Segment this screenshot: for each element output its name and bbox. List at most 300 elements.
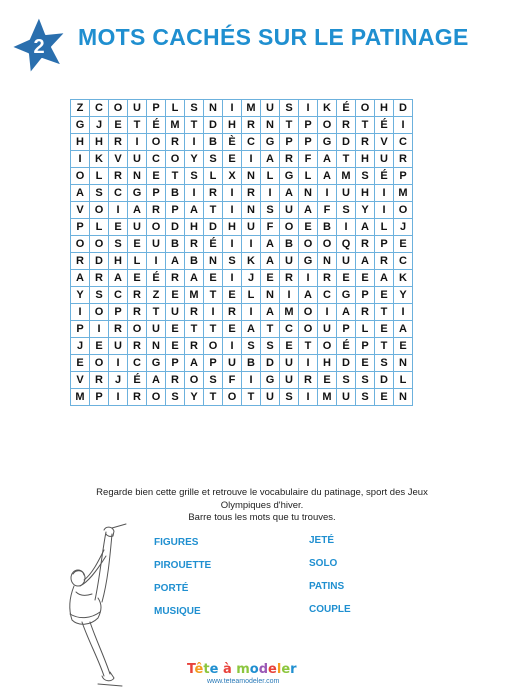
grid-cell: O bbox=[71, 168, 90, 185]
grid-cell: D bbox=[204, 117, 223, 134]
grid-cell: A bbox=[356, 219, 375, 236]
grid-cell: U bbox=[375, 151, 394, 168]
grid-cell: E bbox=[375, 321, 394, 338]
word-figures: FIGURES bbox=[154, 537, 199, 548]
grid-cell: B bbox=[280, 236, 299, 253]
word-patins: PATINS bbox=[309, 581, 345, 592]
brand-logo-text: Tête à modeler bbox=[187, 662, 297, 677]
grid-cell: H bbox=[223, 117, 242, 134]
grid-cell: U bbox=[147, 236, 166, 253]
grid-cell: R bbox=[280, 151, 299, 168]
grid-cell: A bbox=[299, 287, 318, 304]
grid-cell: S bbox=[261, 338, 280, 355]
grid-cell: P bbox=[147, 100, 166, 117]
grid-cell: U bbox=[280, 253, 299, 270]
grid-cell: E bbox=[375, 389, 394, 406]
grid-cell: S bbox=[356, 168, 375, 185]
grid-cell: L bbox=[90, 168, 109, 185]
grid-cell: C bbox=[128, 355, 147, 372]
grid-cell: J bbox=[71, 338, 90, 355]
grid-cell: E bbox=[223, 151, 242, 168]
grid-cell: O bbox=[318, 338, 337, 355]
grid-cell: R bbox=[71, 253, 90, 270]
word-porte: PORTÉ bbox=[154, 583, 189, 594]
grid-cell: E bbox=[394, 338, 413, 355]
grid-cell: I bbox=[185, 185, 204, 202]
grid-cell: R bbox=[204, 185, 223, 202]
grid-cell: É bbox=[147, 270, 166, 287]
grid-cell: U bbox=[337, 253, 356, 270]
grid-cell: G bbox=[299, 253, 318, 270]
grid-cell: R bbox=[166, 270, 185, 287]
grid-cell: A bbox=[242, 321, 261, 338]
grid-row bbox=[71, 202, 413, 219]
grid-cell: R bbox=[109, 168, 128, 185]
grid-cell: J bbox=[90, 117, 109, 134]
grid-cell: R bbox=[109, 134, 128, 151]
grid-cell: T bbox=[299, 338, 318, 355]
grid-cell: O bbox=[394, 202, 413, 219]
grid-cell: T bbox=[147, 304, 166, 321]
grid-cell: C bbox=[242, 134, 261, 151]
grid-cell: L bbox=[166, 100, 185, 117]
grid-row bbox=[71, 372, 413, 389]
grid-cell: I bbox=[242, 151, 261, 168]
grid-row bbox=[71, 117, 413, 134]
grid-cell: I bbox=[109, 355, 128, 372]
grid-cell: A bbox=[318, 168, 337, 185]
grid-cell: R bbox=[166, 134, 185, 151]
grid-cell: I bbox=[223, 100, 242, 117]
grid-cell: C bbox=[109, 287, 128, 304]
grid-cell: D bbox=[204, 219, 223, 236]
instructions-line-2: Barre tous les mots que tu trouves. bbox=[188, 512, 336, 523]
grid-cell: I bbox=[261, 185, 280, 202]
grid-cell: A bbox=[356, 253, 375, 270]
word-solo: SOLO bbox=[309, 558, 338, 569]
grid-cell: I bbox=[299, 270, 318, 287]
grid-cell: R bbox=[90, 270, 109, 287]
grid-cell: M bbox=[185, 287, 204, 304]
grid-cell: U bbox=[337, 185, 356, 202]
grid-cell: R bbox=[128, 389, 147, 406]
grid-cell: S bbox=[337, 372, 356, 389]
grid-cell: T bbox=[375, 304, 394, 321]
grid-cell: L bbox=[242, 287, 261, 304]
grid-cell: V bbox=[375, 134, 394, 151]
grid-cell: S bbox=[109, 236, 128, 253]
grid-cell: A bbox=[109, 270, 128, 287]
grid-cell: S bbox=[280, 389, 299, 406]
grid-cell: E bbox=[204, 270, 223, 287]
grid-cell: L bbox=[90, 219, 109, 236]
grid-cell: A bbox=[71, 185, 90, 202]
grid-cell: R bbox=[185, 304, 204, 321]
grid-cell: G bbox=[71, 117, 90, 134]
grid-cell: T bbox=[166, 168, 185, 185]
grid-cell: C bbox=[147, 151, 166, 168]
grid-cell: A bbox=[147, 372, 166, 389]
grid-cell: S bbox=[356, 372, 375, 389]
grid-cell: E bbox=[71, 355, 90, 372]
grid-cell: O bbox=[109, 100, 128, 117]
grid-row bbox=[71, 338, 413, 355]
grid-cell: U bbox=[242, 219, 261, 236]
grid-cell: N bbox=[261, 287, 280, 304]
grid-cell: I bbox=[223, 270, 242, 287]
grid-cell: L bbox=[261, 168, 280, 185]
grid-cell: A bbox=[261, 304, 280, 321]
word-pirouette: PIROUETTE bbox=[154, 560, 212, 571]
grid-cell: N bbox=[394, 389, 413, 406]
grid-cell: S bbox=[90, 287, 109, 304]
brand-logo[interactable] bbox=[187, 662, 337, 694]
grid-cell: O bbox=[223, 389, 242, 406]
grid-cell: V bbox=[71, 202, 90, 219]
grid-cell: R bbox=[375, 253, 394, 270]
grid-cell: I bbox=[109, 202, 128, 219]
grid-cell: R bbox=[337, 117, 356, 134]
grid-cell: R bbox=[109, 321, 128, 338]
grid-cell: I bbox=[394, 117, 413, 134]
grid-cell: L bbox=[128, 253, 147, 270]
grid-cell: G bbox=[261, 134, 280, 151]
grid-cell: Y bbox=[71, 287, 90, 304]
grid-cell: M bbox=[166, 117, 185, 134]
grid-cell: B bbox=[318, 219, 337, 236]
grid-cell: R bbox=[128, 338, 147, 355]
grid-cell: S bbox=[261, 202, 280, 219]
grid-cell: O bbox=[147, 134, 166, 151]
grid-cell: B bbox=[166, 236, 185, 253]
word-musique: MUSIQUE bbox=[154, 606, 201, 617]
grid-cell: N bbox=[204, 100, 223, 117]
grid-row bbox=[71, 253, 413, 270]
grid-cell: O bbox=[147, 219, 166, 236]
grid-row bbox=[71, 185, 413, 202]
grid-cell: T bbox=[337, 151, 356, 168]
grid-cell: E bbox=[356, 355, 375, 372]
grid-cell: M bbox=[318, 389, 337, 406]
grid-cell: L bbox=[394, 372, 413, 389]
grid-cell: K bbox=[90, 151, 109, 168]
grid-cell: P bbox=[90, 389, 109, 406]
word-search-grid bbox=[70, 99, 413, 406]
grid-cell: B bbox=[166, 185, 185, 202]
grid-cell: C bbox=[90, 100, 109, 117]
grid-row bbox=[71, 134, 413, 151]
grid-cell: N bbox=[128, 168, 147, 185]
grid-cell: I bbox=[375, 185, 394, 202]
grid-cell: U bbox=[128, 100, 147, 117]
grid-cell: E bbox=[280, 338, 299, 355]
grid-cell: A bbox=[185, 355, 204, 372]
grid-cell: P bbox=[337, 321, 356, 338]
grid-cell: I bbox=[147, 253, 166, 270]
grid-cell: I bbox=[71, 151, 90, 168]
grid-cell: R bbox=[223, 304, 242, 321]
grid-cell: C bbox=[280, 321, 299, 338]
grid-cell: R bbox=[356, 236, 375, 253]
grid-cell: U bbox=[128, 151, 147, 168]
grid-cell: P bbox=[356, 338, 375, 355]
grid-cell: M bbox=[242, 100, 261, 117]
grid-cell: Y bbox=[394, 287, 413, 304]
grid-cell: T bbox=[356, 117, 375, 134]
grid-cell: R bbox=[299, 372, 318, 389]
grid-cell: N bbox=[242, 202, 261, 219]
grid-cell: O bbox=[166, 151, 185, 168]
grid-cell: N bbox=[318, 253, 337, 270]
grid-cell: S bbox=[90, 185, 109, 202]
grid-cell: O bbox=[90, 236, 109, 253]
grid-cell: I bbox=[109, 389, 128, 406]
grid-cell: A bbox=[261, 236, 280, 253]
grid-cell: I bbox=[71, 304, 90, 321]
grid-cell: F bbox=[223, 372, 242, 389]
grid-cell: I bbox=[394, 304, 413, 321]
grid-cell: O bbox=[299, 236, 318, 253]
grid-cell: G bbox=[280, 168, 299, 185]
grid-cell: J bbox=[394, 219, 413, 236]
grid-cell: É bbox=[147, 117, 166, 134]
grid-cell: U bbox=[166, 304, 185, 321]
grid-cell: V bbox=[109, 151, 128, 168]
grid-cell: I bbox=[299, 389, 318, 406]
grid-row bbox=[71, 168, 413, 185]
grid-cell: R bbox=[90, 372, 109, 389]
grid-cell: H bbox=[185, 219, 204, 236]
grid-cell: É bbox=[375, 117, 394, 134]
grid-cell: P bbox=[375, 236, 394, 253]
grid-cell: P bbox=[299, 117, 318, 134]
grid-cell: D bbox=[337, 355, 356, 372]
grid-cell: I bbox=[337, 219, 356, 236]
grid-cell: T bbox=[185, 321, 204, 338]
grid-cell: D bbox=[337, 134, 356, 151]
grid-cell: N bbox=[242, 168, 261, 185]
grid-cell: A bbox=[71, 270, 90, 287]
grid-cell: I bbox=[242, 372, 261, 389]
grid-cell: N bbox=[261, 117, 280, 134]
grid-cell: I bbox=[318, 304, 337, 321]
grid-cell: I bbox=[318, 185, 337, 202]
grid-cell: E bbox=[223, 321, 242, 338]
grid-cell: I bbox=[223, 338, 242, 355]
grid-cell: O bbox=[90, 355, 109, 372]
instructions bbox=[70, 487, 454, 525]
grid-cell: X bbox=[223, 168, 242, 185]
grid-cell: M bbox=[280, 304, 299, 321]
grid-cell: T bbox=[128, 117, 147, 134]
grid-cell: L bbox=[375, 219, 394, 236]
grid-cell: R bbox=[185, 338, 204, 355]
grid-cell: T bbox=[375, 338, 394, 355]
grid-cell: S bbox=[375, 355, 394, 372]
grid-cell: A bbox=[337, 304, 356, 321]
grid-cell: F bbox=[299, 151, 318, 168]
grid-cell: J bbox=[242, 270, 261, 287]
grid-cell: R bbox=[147, 202, 166, 219]
grid-cell: T bbox=[204, 321, 223, 338]
grid-cell: A bbox=[166, 253, 185, 270]
grid-cell: A bbox=[185, 270, 204, 287]
grid-cell: T bbox=[261, 321, 280, 338]
word-list-column-1 bbox=[154, 536, 211, 628]
grid-row bbox=[71, 355, 413, 372]
grid-cell: E bbox=[128, 270, 147, 287]
grid-cell: S bbox=[242, 338, 261, 355]
grid-cell: E bbox=[147, 168, 166, 185]
grid-cell: S bbox=[223, 253, 242, 270]
grid-cell: D bbox=[375, 372, 394, 389]
worksheet-number: 2 bbox=[33, 36, 45, 58]
grid-cell: È bbox=[223, 134, 242, 151]
grid-cell: É bbox=[204, 236, 223, 253]
grid-cell: Y bbox=[185, 151, 204, 168]
grid-cell: O bbox=[147, 389, 166, 406]
grid-cell: C bbox=[394, 134, 413, 151]
grid-cell: P bbox=[204, 355, 223, 372]
grid-cell: I bbox=[185, 134, 204, 151]
grid-cell: B bbox=[204, 134, 223, 151]
grid-cell: O bbox=[318, 236, 337, 253]
grid-cell: R bbox=[242, 117, 261, 134]
grid-cell: P bbox=[166, 355, 185, 372]
grid-cell: S bbox=[337, 202, 356, 219]
grid-cell: P bbox=[394, 168, 413, 185]
grid-cell: F bbox=[318, 202, 337, 219]
grid-cell: P bbox=[147, 185, 166, 202]
grid-cell: E bbox=[223, 287, 242, 304]
grid-cell: I bbox=[223, 202, 242, 219]
grid-cell: N bbox=[204, 253, 223, 270]
grid-cell: U bbox=[337, 389, 356, 406]
grid-cell: P bbox=[109, 304, 128, 321]
grid-cell: G bbox=[318, 134, 337, 151]
grid-cell: A bbox=[261, 253, 280, 270]
grid-cell: E bbox=[166, 338, 185, 355]
grid-cell: I bbox=[242, 236, 261, 253]
grid-cell: N bbox=[299, 185, 318, 202]
grid-cell: M bbox=[337, 168, 356, 185]
grid-cell: I bbox=[242, 304, 261, 321]
grid-cell: O bbox=[128, 321, 147, 338]
grid-row bbox=[71, 287, 413, 304]
grid-cell: E bbox=[318, 372, 337, 389]
grid-cell: H bbox=[356, 151, 375, 168]
grid-cell: U bbox=[223, 355, 242, 372]
grid-cell: E bbox=[375, 287, 394, 304]
grid-cell: É bbox=[337, 338, 356, 355]
grid-cell: É bbox=[128, 372, 147, 389]
grid-cell: A bbox=[128, 202, 147, 219]
grid-cell: T bbox=[204, 202, 223, 219]
grid-cell: O bbox=[299, 321, 318, 338]
grid-cell: R bbox=[356, 134, 375, 151]
grid-cell: J bbox=[109, 372, 128, 389]
grid-cell: R bbox=[356, 304, 375, 321]
grid-cell: O bbox=[90, 202, 109, 219]
grid-cell: I bbox=[128, 134, 147, 151]
grid-cell: R bbox=[280, 270, 299, 287]
grid-cell: V bbox=[71, 372, 90, 389]
grid-cell: T bbox=[280, 117, 299, 134]
grid-cell: O bbox=[204, 338, 223, 355]
grid-cell: E bbox=[356, 270, 375, 287]
grid-cell: M bbox=[394, 185, 413, 202]
grid-cell: I bbox=[90, 321, 109, 338]
grid-cell: H bbox=[356, 185, 375, 202]
grid-cell: U bbox=[318, 321, 337, 338]
grid-cell: S bbox=[204, 151, 223, 168]
grid-cell: D bbox=[261, 355, 280, 372]
grid-cell: N bbox=[147, 338, 166, 355]
grid-cell: L bbox=[204, 168, 223, 185]
grid-cell: O bbox=[318, 117, 337, 134]
grid-cell: H bbox=[71, 134, 90, 151]
grid-row bbox=[71, 100, 413, 117]
grid-row bbox=[71, 236, 413, 253]
grid-cell: S bbox=[185, 168, 204, 185]
grid-cell: T bbox=[242, 389, 261, 406]
grid-cell: A bbox=[280, 185, 299, 202]
grid-cell: G bbox=[147, 355, 166, 372]
grid-cell: H bbox=[375, 100, 394, 117]
grid-cell: R bbox=[166, 372, 185, 389]
grid-cell: I bbox=[280, 287, 299, 304]
grid-cell: A bbox=[299, 202, 318, 219]
grid-cell: R bbox=[128, 304, 147, 321]
grid-row bbox=[71, 321, 413, 338]
grid-cell: I bbox=[223, 236, 242, 253]
grid-cell: R bbox=[185, 236, 204, 253]
grid-cell: U bbox=[147, 321, 166, 338]
grid-cell: U bbox=[261, 100, 280, 117]
grid-cell: É bbox=[337, 100, 356, 117]
grid-cell: O bbox=[90, 304, 109, 321]
grid-cell: F bbox=[261, 219, 280, 236]
grid-cell: I bbox=[223, 185, 242, 202]
grid-cell: U bbox=[128, 219, 147, 236]
grid-cell: E bbox=[261, 270, 280, 287]
page-title: MOTS CACHÉS SUR LE PATINAGE bbox=[78, 24, 469, 50]
grid-cell: O bbox=[185, 372, 204, 389]
grid-cell: L bbox=[299, 168, 318, 185]
grid-cell: C bbox=[394, 253, 413, 270]
grid-cell: A bbox=[318, 151, 337, 168]
grid-cell: K bbox=[394, 270, 413, 287]
grid-cell: Q bbox=[337, 236, 356, 253]
grid-cell: H bbox=[109, 253, 128, 270]
grid-cell: R bbox=[394, 151, 413, 168]
grid-cell: E bbox=[394, 236, 413, 253]
ice-skater-illustration bbox=[40, 522, 152, 692]
grid-cell: S bbox=[280, 100, 299, 117]
grid-cell: E bbox=[109, 117, 128, 134]
grid-row bbox=[71, 389, 413, 406]
word-list-column-2 bbox=[309, 534, 351, 626]
grid-row bbox=[71, 151, 413, 168]
grid-cell: B bbox=[185, 253, 204, 270]
grid-cell: K bbox=[318, 100, 337, 117]
grid-cell: H bbox=[90, 134, 109, 151]
grid-cell: R bbox=[242, 185, 261, 202]
grid-cell: P bbox=[356, 287, 375, 304]
brand-url[interactable]: www.teteamodeler.com bbox=[207, 678, 280, 685]
grid-cell: O bbox=[71, 236, 90, 253]
grid-cell: C bbox=[318, 287, 337, 304]
